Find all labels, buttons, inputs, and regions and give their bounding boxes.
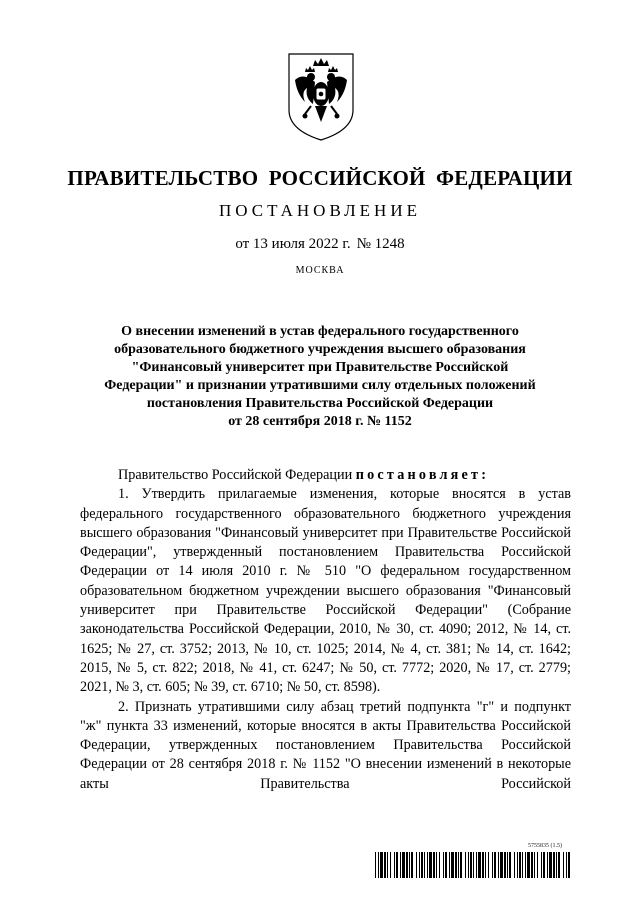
document-city: МОСКВА bbox=[295, 265, 345, 276]
document-type: ПОСТАНОВЛЕНИЕ bbox=[218, 201, 421, 220]
coat-of-arms-icon bbox=[285, 50, 357, 142]
subject-line: от 28 сентября 2018 г. № 1152 bbox=[228, 414, 412, 429]
document-body bbox=[80, 466, 571, 794]
document-subject bbox=[80, 323, 560, 431]
document-date: от 13 июля 2022 г. bbox=[235, 236, 351, 252]
preamble-text: Правительство Российской Федерации bbox=[118, 467, 353, 483]
subject-line: "Финансовый университет при Правительстве Российской bbox=[131, 360, 509, 375]
subject-line: О внесении изменений в устав федерального государственного bbox=[121, 324, 519, 339]
document-date-line bbox=[0, 236, 640, 253]
subject-line: образовательного бюджетного учреждения высшего образования bbox=[114, 342, 526, 357]
government-title: ПРАВИТЕЛЬСТВО РОССИЙСКОЙ ФЕДЕРАЦИИ bbox=[67, 166, 573, 190]
subject-line: Федерации" и признании утратившими силу отдельных положений bbox=[104, 378, 536, 393]
resolves-text: постановляет: bbox=[355, 467, 490, 483]
item-1-paragraph: 1. Утвердить прилагаемые изменения, которые вносятся в устав федерального государственного образовательного бюджетного учреждения высшего образования "Финансовый университет при Правительстве Российской Федерации", утвержденный постановлением Правительства Российской Федерации от 14 июля 2010 г. № 510 "О федеральном государственном образовательном бюджетном учреждении высшего образования "Финансовый университет при Правительстве Российской Федерации" (Собрание законодательства Российской Федерации, 2010, № 30, ст. 4090; 2012, № 14, ст. 1625; № 27, ст. 3752; 2013, № 10, ст. 1025; 2014, № 4, ст. 381; № 14, ст. 1642; 2015, № 5, ст. 822; 2018, № 41, ст. 6247; № 50, ст. 7772; 2020, № 17, ст. 2779; 2021, № 3, ст. 605; № 39, ст. 6710; № 50, ст. 8598). bbox=[80, 486, 571, 696]
document-number: № 1248 bbox=[356, 236, 405, 252]
barcode-icon bbox=[375, 852, 571, 878]
item-2-paragraph: 2. Признать утратившими силу абзац третий подпункта "г" и подпункт "ж" пункта 33 изменений, которые вносятся в акты Правительства Российской Федерации, утвержденных постановлением Правительства Российской Федерации от 28 сентября 2018 г. № 1152 "О внесении изменений в некоторые акты Правительства Российской bbox=[80, 698, 571, 792]
page-code: 5755835 (1.5) bbox=[528, 843, 562, 849]
subject-line: постановления Правительства Российской Федерации bbox=[146, 396, 494, 411]
preamble-paragraph bbox=[80, 466, 571, 485]
